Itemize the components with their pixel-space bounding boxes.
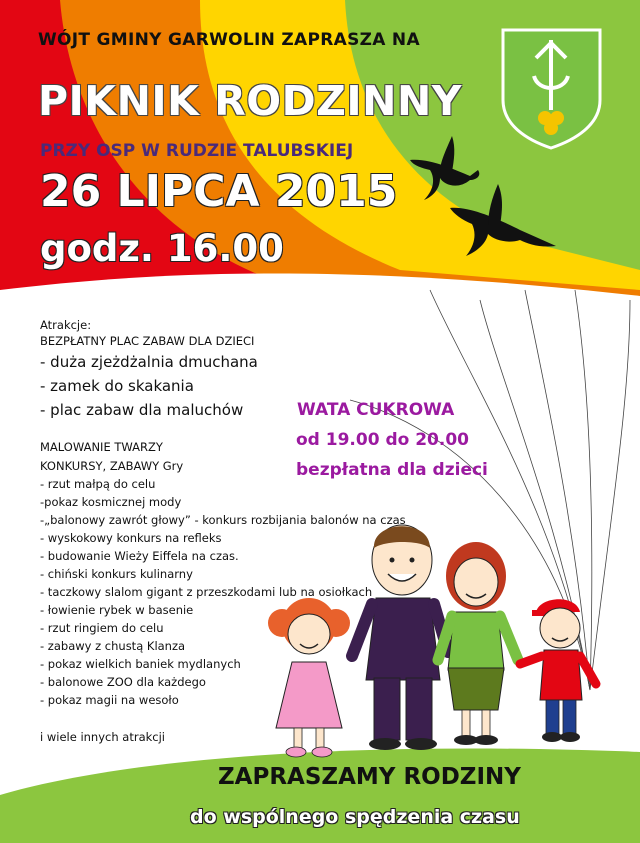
list-item: - chiński konkurs kulinarny xyxy=(40,567,193,581)
list-item: - zabawy z chustą Klanza xyxy=(40,639,186,653)
list-item: - zamek do skakania xyxy=(40,377,194,395)
contests-heading: KONKURSY, ZABAWY Gry xyxy=(40,459,184,473)
page-title: PIKNIK RODZINNY xyxy=(38,77,462,125)
event-date: 26 LIPCA 2015 xyxy=(40,166,398,217)
footer-tagline: do wspólnego spędzenia czasu xyxy=(190,806,520,828)
list-item: -pokaz kosmicznej mody xyxy=(40,495,182,509)
invite-line: WÓJT GMINY GARWOLIN ZAPRASZA NA xyxy=(38,30,420,50)
list-item: - pokaz wielkich baniek mydlanych xyxy=(40,657,241,671)
face-painting-heading: MALOWANIE TWARZY xyxy=(40,440,163,454)
footer-invite: ZAPRASZAMY RODZINY xyxy=(218,764,521,790)
list-item: -„balonowy zawrót głowy” - konkurs rozbijania balonów na czas xyxy=(40,513,406,527)
coat-of-arms-icon xyxy=(503,30,600,148)
cotton-candy-title: WATA CUKROWA xyxy=(297,400,455,420)
list-item: - wyskokowy konkurs na refleks xyxy=(40,531,222,545)
event-location: PRZY OSP W RUDZIE TALUBSKIEJ xyxy=(40,141,354,161)
closing-note: i wiele innych atrakcji xyxy=(40,730,166,744)
cotton-candy-hours: od 19.00 do 20.00 xyxy=(296,430,469,450)
cotton-candy-note: bezpłatna dla dzieci xyxy=(296,460,488,480)
playground-heading: BEZPŁATNY PLAC ZABAW DLA DZIECI xyxy=(40,334,255,348)
list-item: - pokaz magii na wesoło xyxy=(40,693,179,707)
event-hour: godz. 16.00 xyxy=(40,227,284,270)
list-item: - duża zjeżdżalnia dmuchana xyxy=(40,353,258,371)
attractions-heading: Atrakcje: xyxy=(40,318,92,332)
list-item: - taczkowy slalom gigant z przeszkodami lub na osiołkach xyxy=(40,585,373,599)
list-item: - budowanie Wieży Eiffela na czas. xyxy=(40,549,239,563)
list-item: - łowienie rybek w basenie xyxy=(40,603,194,617)
list-item: - rzut ringiem do celu xyxy=(40,621,164,635)
list-item: - rzut małpą do celu xyxy=(40,477,156,491)
list-item: - balonowe ZOO dla każdego xyxy=(40,675,206,689)
list-item: - plac zabaw dla maluchów xyxy=(40,401,244,419)
